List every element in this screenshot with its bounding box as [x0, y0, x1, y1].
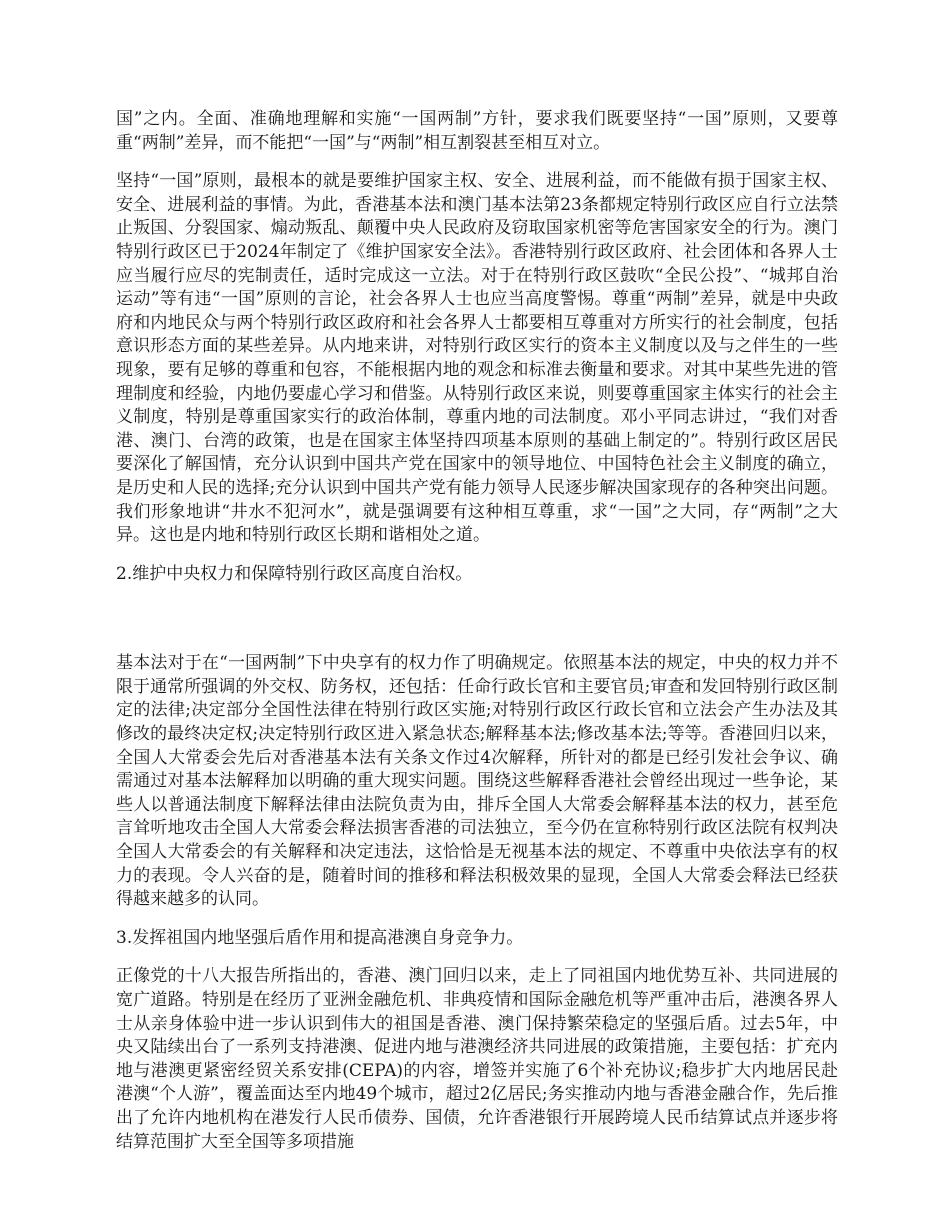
blank-space: [116, 601, 838, 652]
section-heading-central-power: 2.维护中央权力和保障特别行政区高度自治权。: [116, 563, 473, 584]
paragraph-mainland-hk-cooperation: 正像党的十八大报告所指出的，香港、澳门回归以来，走上了同祖国内地优势互补、共同进展的宽广道路。特别是在经历了亚洲金融危机、非典疫情和国际金融危机等严重冲击后，港澳各界人士从亲身体验中进一步认识到伟大的祖国是香港、澳门保持繁荣稳定的坚强后盾。过去5年，中央又陆续出台了一系列支持港澳、促进内地与港澳经济共同进展的政策措施，主要包括：扩充内地与港澳更紧密经贸关系安排(CEPA)的内容，增签并实施了6个补充协议;稳步扩大内地居民赴港澳“个人游”，覆盖面达至内地49个城市，超过2亿居民;务实推动内地与香港金融合作，先后推出了允许内地机构在港发行人民币债券、国债，允许香港银行开展跨境人民币结算试点并逐步将结算范围扩大至全国等多项措施: [116, 966, 838, 1152]
section-heading-mainland-support: 3.发挥祖国内地坚强后盾作用和提高港澳自身竞争力。: [116, 927, 524, 948]
paragraph-basic-law-central-power: 基本法对于在“一国两制”下中央享有的权力作了明确规定。依照基本法的规定，中央的权力并不限于通常所强调的外交权、防务权，还包括：任命行政长官和主要官员;审查和发回特别行政区制定的法律;决定部分全国性法律在特别行政区实施;对特别行政区行政长官和立法会产生办法及其修改的最终决定权;决定特别行政区进入紧急状态;解释基本法;修改基本法;等等。香港回归以来，全国人大常委会先后对香港基本法有关条文作过4次解释，所针对的都是已经引发社会争议、确需通过对基本法解释加以明确的重大现实问题。围绕这些解释香港社会曾经出现过一些争论，某些人以普通法制度下解释法律由法院负责为由，排斥全国人大常委会解释基本法的权力，甚至危言耸听地攻击全国人大常委会释法损害香港的司法独立，至今仍在宣称特别行政区法院有权判决全国人大常委会的有关解释和决定违法，这恰恰是无视基本法的规定、不尊重中央依法享有的权力的表现。令人兴奋的是，随着时间的推移和释法积极效果的显现，全国人大常委会释法已经获得越来越多的认同。: [116, 653, 838, 910]
paragraph-one-country-two-systems: 国”之内。全面、准确地理解和实施“一国两制”方针，要求我们既要坚持“一国”原则，又要尊重“两制”差异，而不能把“一国”与“两制”相互割裂甚至相互对立。: [116, 109, 838, 153]
paragraph-one-country-principle: 坚持“一国”原则，最根本的就是要维护国家主权、安全、进展利益，而不能做有损于国家主权、安全、进展利益的事情。为此，香港基本法和澳门基本法第23条都规定特别行政区应自行立法禁止叛国、分裂国家、煽动叛乱、颠覆中央人民政府及窃取国家机密等危害国家安全的行为。澳门特别行政区已于2024年制定了《维护国家安全法》。香港特别行政区政府、社会团体和各界人士应当履行应尽的宪制责任，适时完成这一立法。对于在特别行政区鼓吹“全民公投”、“城邦自治运动”等有违“一国”原则的言论，社会各界人士也应当高度警惕。尊重“两制”差异，就是中央政府和内地民众与两个特别行政区政府和社会各界人士都要相互尊重对方所实行的社会制度，包括意识形态方面的某些差异。从内地来讲，对特别行政区实行的资本主义制度以及与之伴生的一些现象，要有足够的尊重和包容，不能根据内地的观念和标准去衡量和要求。对其中某些先进的管理制度和经验，内地仍要虚心学习和借鉴。从特别行政区来说，则要尊重国家主体实行的社会主义制度，特别是尊重国家实行的政治体制，尊重内地的司法制度。邓小平同志讲过，“我们对香港、澳门、台湾的政策，也是在国家主体坚持四项基本原则的基础上制定的”。特别行政区居民要深化了解国情，充分认识到中国共产党在国家中的领导地位、中国特色社会主义制度的确立，是历史和人民的选择;充分认识到中国共产党有能力领导人民逐步解决国家现存的各种突出问题。我们形象地讲“井水不犯河水”，就是强调要有这种相互尊重，求“一国”之大同，存“两制”之大异。这也是内地和特别行政区长期和谐相处之道。: [116, 171, 838, 546]
document-body: [116, 108, 838, 1169]
